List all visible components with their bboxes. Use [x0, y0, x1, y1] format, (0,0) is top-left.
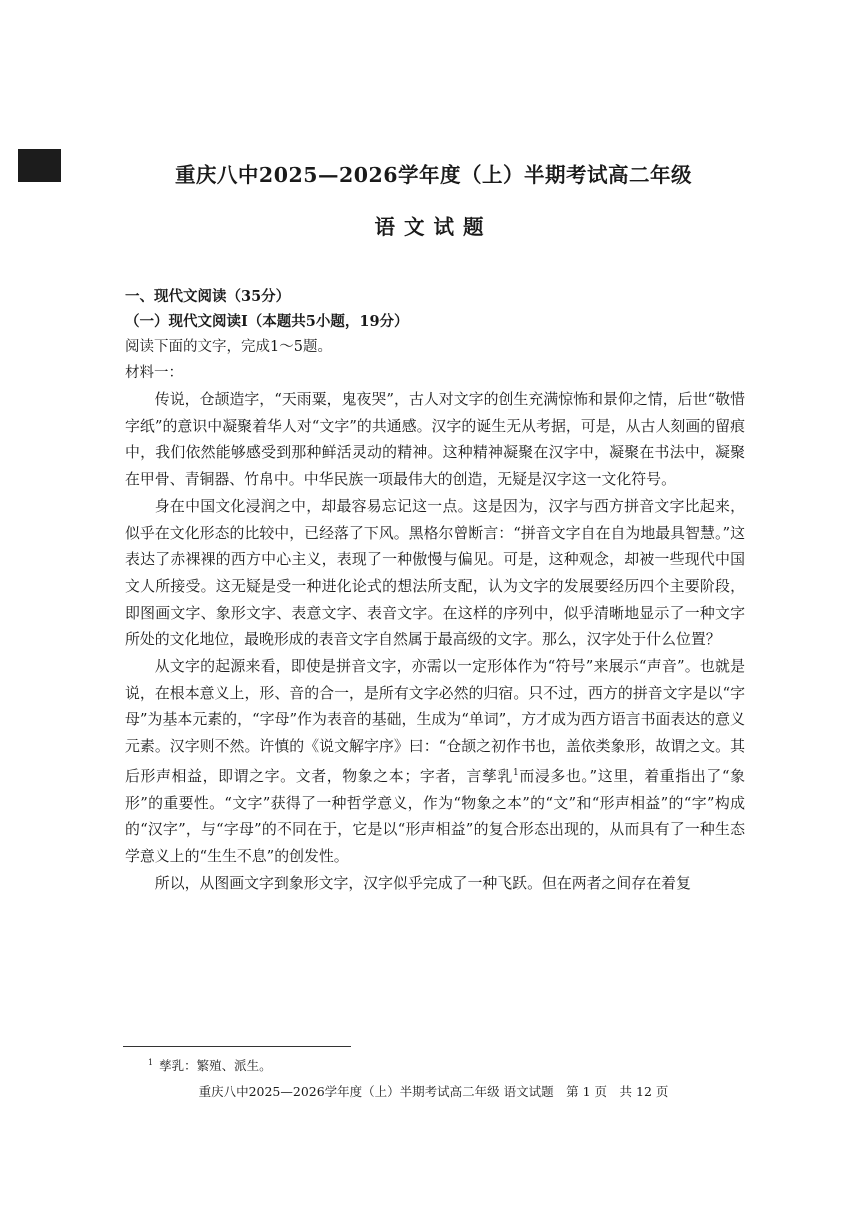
footnote-reference: 1 [512, 767, 519, 778]
paragraph-3-part-2: 而浸多也。”这里，着重指出了“象形”的重要性。“文字”获得了一种哲学意义，作为“物象之本”的“文”和“形声相益”的“字”构成的“汉字”，与“字母”的不同在于，它是以“形声相益”的复合形态出现的，从而具有了一种生态学意义上的“生生不息”的创发性。 [125, 766, 745, 865]
section-title: 一、现代文阅读（35分） [125, 288, 291, 305]
page-footer: 重庆八中2025—2026学年度（上）半期考试高二年级 语文试题 第 1 页 共 12 页 [198, 1084, 669, 1099]
subsection-title: （一）现代文阅读Ⅰ（本题共5小题，19分） [125, 313, 409, 330]
material-label: 材料一： [125, 365, 183, 381]
subject-title: 语文试题 [374, 215, 493, 239]
footnote-mark: 1 [148, 1057, 154, 1067]
reading-instruction: 阅读下面的文字，完成1～5题。 [125, 339, 332, 355]
paragraph-3-part-1: 从文字的起源来看，即使是拼音文字，亦需以一定形体作为“符号”来展示“声音”。也就是说，在根本意义上，形、音的合一，是所有文字必然的归宿。只不过，西方的拼音文字是以“字母”为基本元素的，“字母”作为表音的基础，生成为“单词”，方才成为西方语言书面表达的意义元素。汉字则不然。许慎的《说文解字序》曰：“仓颉之初作书也，盖依类象形，故谓之文。其后形声相益，即谓之字。文者，物象之本；字者，言孳乳 [125, 657, 745, 785]
footnote-text: 孳乳：繁殖、派生。 [159, 1058, 272, 1073]
paragraph-2: 身在中国文化浸润之中，却最容易忘记这一点。这是因为，汉字与西方拼音文字比起来，似乎在文化形态的比较中，已经落了下风。黑格尔曾断言：“拼音文字自在自为地最具智慧。”这表达了赤裸裸的西方中心主义，表现了一种傲慢与偏见。可是，这种观念，却被一些现代中国文人所接受。这无疑是受一种进化论式的想法所支配，认为文字的发展要经历四个主要阶段，即图画文字、象形文字、表意文字、表音文字。在这样的序列中，似乎清晰地显示了一种文字所处的文化地位，最晚形成的表音文字自然属于最高级的文字。那么，汉字处于什么位置？ [125, 496, 745, 649]
footnote-divider [123, 1046, 351, 1047]
paragraph-3 [125, 653, 745, 870]
footnote [148, 1056, 272, 1074]
exam-content [125, 284, 745, 896]
paragraph-4: 所以，从图画文字到象形文字，汉字似乎完成了一种飞跃。但在两者之间存在着复 [154, 873, 691, 892]
exam-title: 重庆八中2025—2026学年度（上）半期考试高二年级 [174, 163, 693, 187]
paragraph-1: 传说，仓颉造字，“天雨粟，鬼夜哭”，古人对文字的创生充满惊怖和景仰之情，后世“敬惜字纸”的意识中凝聚着华人对“文字”的共通感。汉字的诞生无从考据，可是，从古人刻画的留痕中，我们依然能够感受到那种鲜活灵动的精神。这种精神凝聚在汉字中，凝聚在书法中，凝聚在甲骨、青铜器、竹帛中。中华民族一项最伟大的创造，无疑是汉字这一文化符号。 [125, 390, 745, 489]
